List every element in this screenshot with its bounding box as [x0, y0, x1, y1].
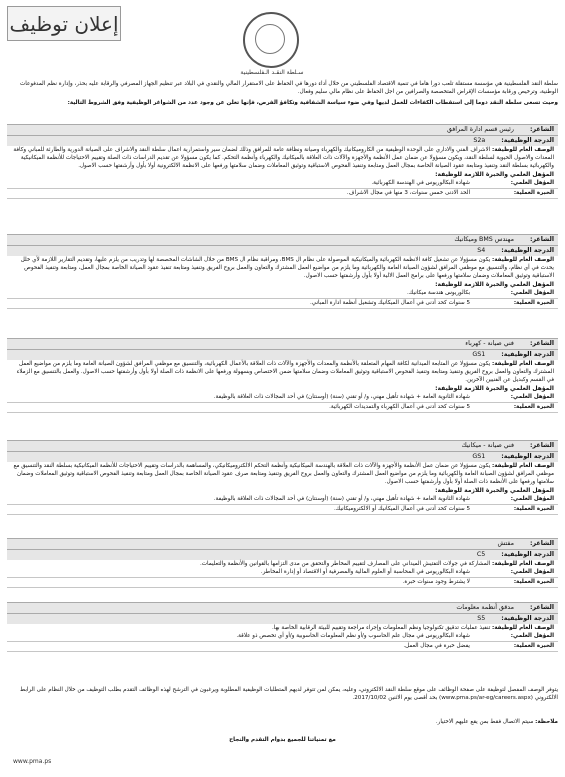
job-section-3 [7, 338, 558, 413]
requirements-heading: المؤهل العلمي والخبرة اللازمة للوظيفة: [435, 487, 554, 494]
vacancy-row: الشاغر:فني صيانة - ميكانيك [7, 440, 558, 451]
vacancy-row: الشاغر:مفتش [7, 538, 558, 549]
experience-row: الخبرة العملية: 5 سنوات كحد أدنى في أعمال الميكانيك وتشغيل أنظمة ادارة المباني. [7, 299, 558, 309]
grade-row: الدرجة الوظيفية:S4 [7, 245, 558, 256]
grade-row: الدرجة الوظيفية:S2a [7, 135, 558, 146]
job-section-6 [7, 602, 558, 652]
vacancy-row: الشاغر:مدقق أنظمة معلومات [7, 602, 558, 613]
job-description: الوصف العام للوظيفة: المشاركة في جولات التفتيش الميداني على المصارف لتقييم المخاطر والتحقق من مدى التزامها بالقوانين والأنظمة والتعليمات. [200, 561, 554, 567]
job-section-2 [7, 234, 558, 309]
experience-row: الخبرة العملية: لا يشترط وجود سنوات خبرة. [7, 578, 558, 588]
intro-conditions: وحيث تسعى سلطة النقد دوما إلى استقطاب الكفاءات للعمل لديها وفي ضوء سياسة الشفافية وتكافؤ الفرص، فإنها تعلن عن وجود عدد من الشواغر الوظيفية وفق الشروط التالية: [67, 100, 558, 106]
announcement-title: إعلان توظيف [7, 6, 121, 41]
job-description: الوصف العام للوظيفة: الاشراف الفني والاداري على الوحدة الوظيفية من الكاروميكانيك والكهرباء وصيانة ونظافة عامة للمرافق وذلك لضمان سير واستمرارية اعمال سلطة النقد والاشراف على الصيانة الدورية والطارئة للمباني وكافة المعدات والاصول الحيوية لسلطة النقد، ويكون مسؤولا عن ضمان عمل الأنظمة والأجهزة والآلات ذات العلاقة بالميكانيك والكهرباء وأنظمة التحكم. كما يكون مسؤولا عن تقديم الدراسات ذات الصلة وتقييم الاحتياجات للأنظمة الميكانيكية والكهربائية بسلطة النقد وتنفيذ ومتابعة عقود الصيانة الخاصة بمجال العمل ومتابعة وتنفيذ الفحوص الاستباقية وتوثيق المعاملات وضمان سلامتها ورفعها على الانظمة الالكترونية أولا بأول وأرشفتها حسب الاصول. [13, 147, 554, 169]
requirements-heading: المؤهل العلمي والخبرة اللازمة للوظيفة: [435, 385, 554, 392]
job-section-1 [7, 124, 558, 199]
vacancy-row: الشاغر:مهندس BMS وميكانيك [7, 234, 558, 245]
grade-row: الدرجة الوظيفية:S5 [7, 613, 558, 624]
website-url: www.pma.ps [13, 758, 52, 765]
vacancy-row: الشاغر:رئيس قسم ادارة المرافق [7, 124, 558, 135]
qualification-row: المؤهل العلمي: شهادة الثانوية العامة + شهادة تأهيل مهني، و/ أو تقني (سنة) (أوسنتان) في أحد المجالات ذات العلاقة بالوظيفة. [7, 393, 558, 403]
job-description: الوصف العام للوظيفة: يكون مسؤولا عن ضمان عمل الأنظمة والأجهزة والآلات ذات العلاقة بالهندسة الميكانيكية وأنظمة التحكم الالكتروميكانيكي، والمساهمة بالدراسات وتقييم الاحتياجات للأنظمة الميكانيكية بسلطة النقد والتنسيق مع موظفي المرافق لشؤون الصيانة العامة والكهربائية وما يلزم من مواضيع العمل المشترك والتعاون والعمل بروح الفريق وتنفيذ ومتابعة صرف عقود الصيانة الخاصة بمجال العمل ومتابعة وتنفيذ الفحوص الاستباقية وتوثيق المعاملات وضمان سلامتها ورفعها على الأنظمة ذات الصلة أولا بأول وأرشفتها حسب الاصول. [13, 463, 554, 485]
selection-note: ملاحظة: سيتم الاتصال فقط بمن يقع عليهم الاختيار. [435, 719, 558, 725]
qualification-row: المؤهل العلمي: شهادة البكالوريوس في المحاسبة أو العلوم المالية والمصرفية أو الاقتصاد أو إدارة المخاطر. [7, 568, 558, 578]
intro-paragraph: سلطة النقد الفلسطينية هي مؤسسة مستقلة تلعب دورا هاما في تنمية الاقتصاد الفلسطيني من خلال أداء دورها في الحفاظ على الاستقرار المالي والنقدي في البلاد عبر تنظيم الجهاز المصرفي والرقابة عليه بحذر، وإدارة نظم المدفوعات الوطنية، وترخيص ورقابة مؤسسات الإقراض المتخصصة والصرافين من اجل الحفاظ على نظام مالي سليم وفعال. [20, 81, 558, 95]
qualification-row: المؤهل العلمي: شهادة البكالوريوس في مجال علم الحاسوب و/أو نظم المعلومات الحاسوبية و/أو أي تخصص ذو علاقة. [7, 632, 558, 642]
requirements-heading: المؤهل العلمي والخبرة اللازمة للوظيفة: [435, 281, 554, 288]
grade-row: الدرجة الوظيفية:C5 [7, 549, 558, 560]
closing-wish: مع تمنياتنا للجميع بدوام التقدم والنجاح [229, 737, 336, 743]
job-section-5 [7, 538, 558, 588]
job-description: الوصف العام للوظيفة: تنفيذ عمليات تدقيق تكنولوجيا ونظم المعلومات وإجراء مراجعة وتقييم للبيئة الرقابية الخاصة بها. [271, 625, 554, 631]
job-description: الوصف العام للوظيفة: يكون مسؤولا عن المتابعة الميدانية لكافة المهام المتعلقة بالأنظمة والمعدات والأجهزة والآلات ذات العلاقة بالأعمال الكهربائية، والتنسيق مع موظفي المرافق لشؤون الصيانة العامة وما يلزم من مواضيع العمل المشترك والتعاون والعمل بروح الفريق وتنفيذ ومتابعة وتنفيذ الفحوص الاستباقية وتوثيق المعاملات وضمان سلامتها ضمن الاختصاص وبسهولة ورفعها على الانظمة ذات الصلة أولا بأول وأرشفتها حسب الاصول. والعمل بالتنسيق مع الزملاء في القسم وكبديل عن الفنيين الآخرين. [16, 361, 554, 383]
grade-row: الدرجة الوظيفية:GS1 [7, 451, 558, 462]
qualification-row: المؤهل العلمي: شهادة البكالوريوس في الهندسة الكهربائية. [7, 179, 558, 189]
authority-name: سـلطة النقـد الـفلسطينية [240, 69, 304, 76]
experience-row: الخبرة العملية: يفضل خبرة في مجال العمل. [7, 642, 558, 652]
grade-row: الدرجة الوظيفية:GS1 [7, 349, 558, 360]
qualification-row: المؤهل العلمي: شهادة الثانوية العامة + شهادة تأهيل مهني، و/ أو تقني (سنة) (أوسنتان) في أحد المجالات ذات العلاقة بالوظيفة. [7, 495, 558, 505]
job-section-4 [7, 440, 558, 515]
job-announcement-page [7, 6, 558, 771]
experience-row: الخبرة العملية: 5 سنوات كحد أدنى في أعمال الميكانيك أو الالكتروميكانيك. [7, 505, 558, 515]
qualification-row: المؤهل العلمي: بكالوريوس هندسة ميكانيك. [7, 289, 558, 299]
requirements-heading: المؤهل العلمي والخبرة اللازمة للوظيفة: [435, 171, 554, 178]
vacancy-row: الشاغر:فني صيانة - كهرباء [7, 338, 558, 349]
experience-row: الخبرة العملية: الحد الادنى خمس سنوات، 3 منها في مجال الاشراف. [7, 189, 558, 199]
job-description: الوصف العام للوظيفة: يكون مسؤولا عن تشغيل كافة الانظمة الكهربائية والميكانيكية الموصولة على نظام ال BMS، ومراقبة نظام ال BMS من خلال الشاشات المخصصة لها وتدريب من يلزم عليها، وتقديم التقارير اللازمة لأي خلل يحدث في أي نظام، والتنسيق مع موظفي المرافق لشؤون الصيانة العامة والكهربائية وما يلزم من مواضيع العمل المشترك والتعاون والعمل بروح الفريق وتنفيذ ومتابعة تنفيذ عقود الصيانة الخاصة بمجال العمل، ومتابعة وتنفيذ الفحوص الاستباقية وتوثيق المعاملات وضمان سلامتها ورفعها على برامج العمل الالية أولا بأول وأرشفتها حسب الاصول. [20, 257, 554, 279]
application-note: يتوفر الوصف المفصل لتوظيفة على صفحة الوظائف على موقع سلطة النقد الالكتروني، وعليه، يمكن لمن تتوفر لديهم المتطلبات الوظيفية المطلوبة ويرغبون في الترشح لهذه الوظائف التقدم بطلب التوظيف من خلال النظام على الرابط الالكتروني (www.pma.ps/ar-eg/careers.aspx) بحد أقصى يوم الاثنين 2017/10/02. [20, 687, 558, 701]
pma-emblem-logo [243, 12, 299, 68]
experience-row: الخبرة العملية: 5 سنوات كحد أدنى في أعمال الكهرباء والتمديدات الكهربائية. [7, 403, 558, 413]
